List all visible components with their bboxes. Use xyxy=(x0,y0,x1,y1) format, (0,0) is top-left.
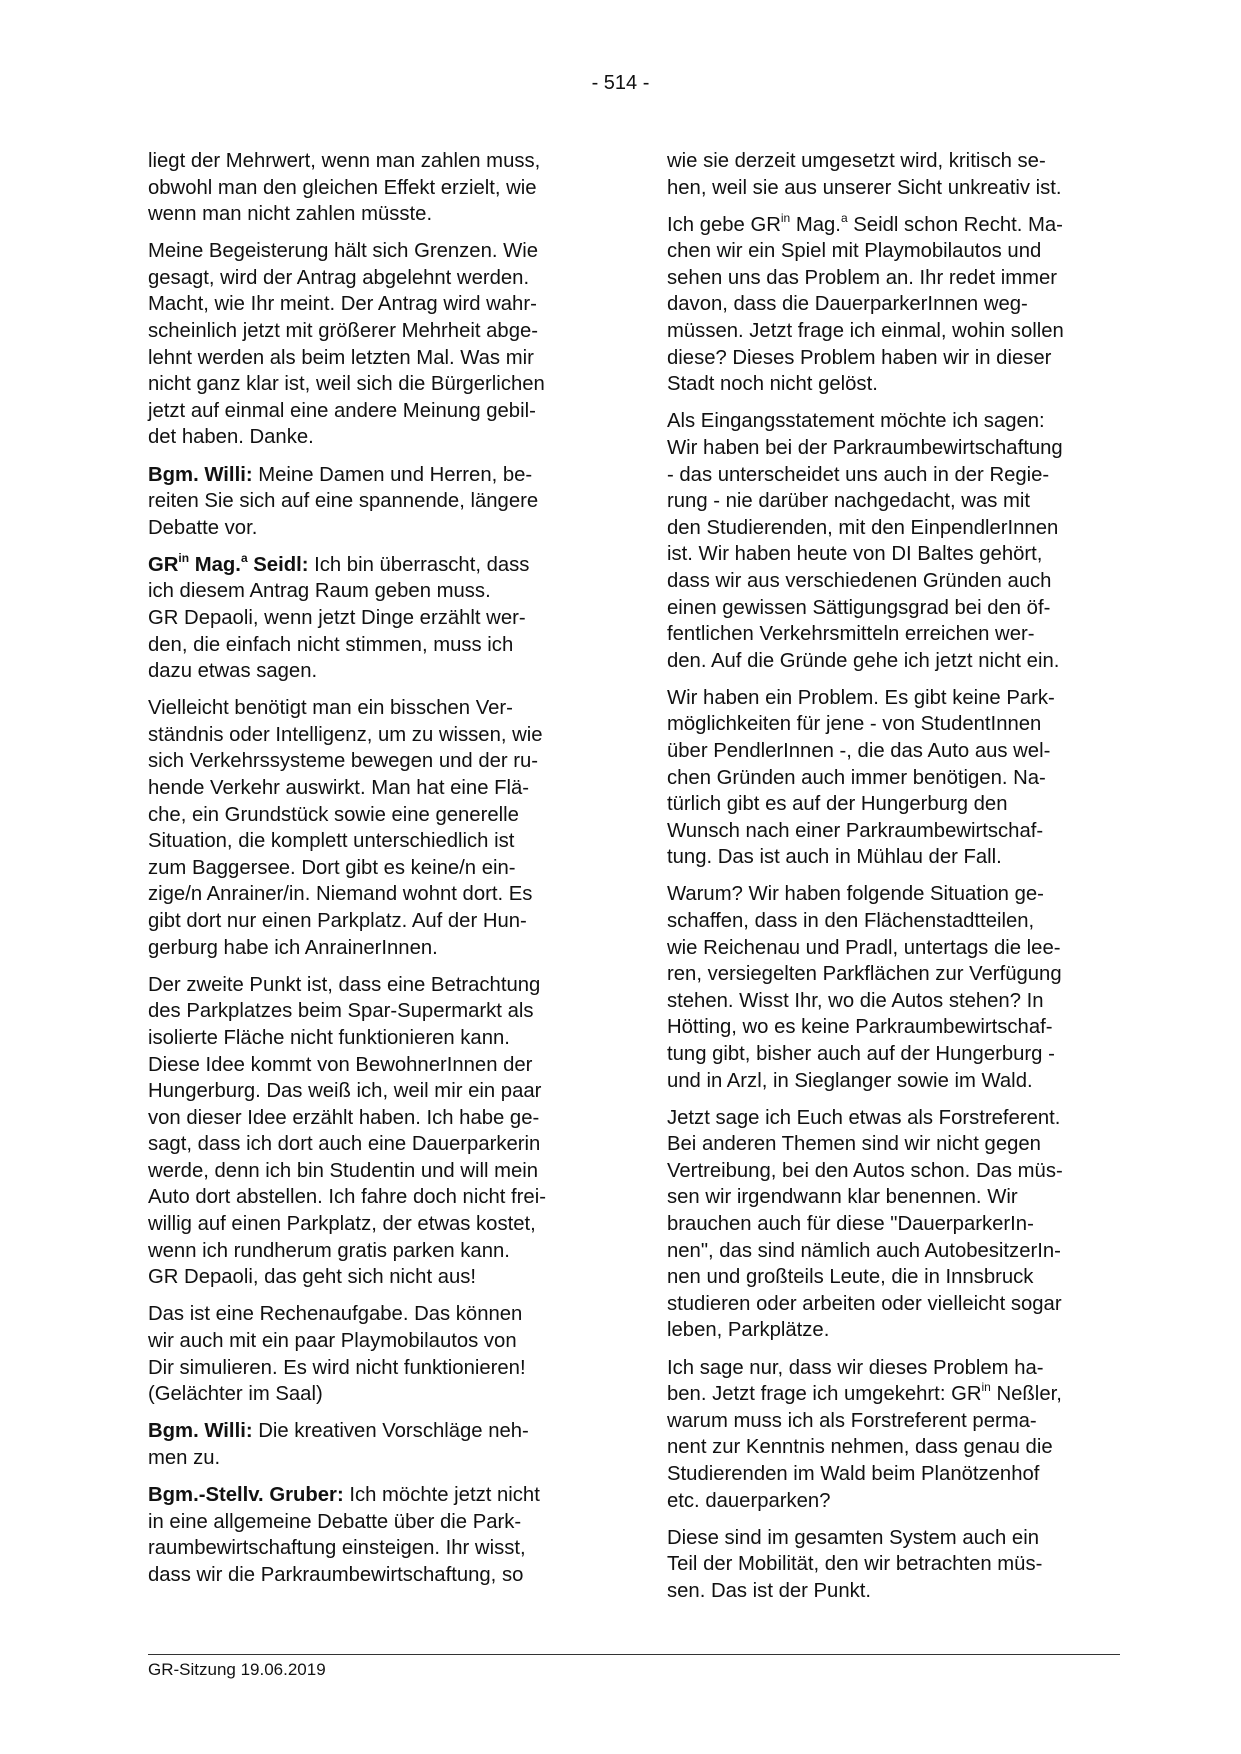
paragraph xyxy=(148,695,593,961)
speaker-name xyxy=(148,551,309,576)
text-run: Seidl schon Recht. Ma- xyxy=(847,213,1063,236)
text-line: sich Verkehrssysteme bewegen und der ru- xyxy=(148,750,539,773)
paragraph xyxy=(148,972,593,1291)
text-line: obwohl man den gleichen Effekt erzielt, wie xyxy=(148,176,537,199)
text-line: liegt der Mehrwert, wenn man zahlen muss, xyxy=(148,150,541,172)
superscript: in xyxy=(981,1380,991,1395)
text-line: det haben. Danke. xyxy=(148,426,314,449)
text-line: Studierenden im Wald beim Planötzenhof xyxy=(667,1462,1040,1485)
text-line: wie Reichenau und Pradl, untertags die lee- xyxy=(667,936,1061,959)
text-run: Meine Damen und Herren, be- xyxy=(252,463,533,486)
text-line: che, ein Grundstück sowie eine generelle xyxy=(148,803,519,826)
text-line: men zu. xyxy=(148,1446,221,1469)
text-line: dass wir aus verschiedenen Gründen auch xyxy=(667,569,1052,592)
speaker-name: Bgm. Willi: xyxy=(148,1420,253,1443)
text-line: möglichkeiten für jene - von StudentInnen xyxy=(667,713,1042,736)
text-line: scheinlich jetzt mit größerer Mehrheit abge- xyxy=(148,320,539,343)
text-line: und in Arzl, in Sieglanger sowie im Wald. xyxy=(667,1069,1033,1092)
paragraph xyxy=(667,1105,1112,1344)
speaker-title: GR xyxy=(148,553,179,576)
text-run: Die kreativen Vorschläge neh- xyxy=(252,1420,529,1443)
text-line: Ich sage nur, dass wir dieses Problem ha- xyxy=(667,1356,1044,1379)
text-line: Vielleicht benötigt man ein bisschen Ver- xyxy=(148,697,513,720)
text-line: dazu etwas sagen. xyxy=(148,660,318,683)
text-line: Als Eingangsstatement möchte ich sagen: xyxy=(667,410,1045,433)
text-line: fentlichen Verkehrsmitteln erreichen wer- xyxy=(667,623,1035,646)
text-line: Hötting, wo es keine Parkraumbewirtschaf- xyxy=(667,1016,1053,1039)
text-run: Ich bin überrascht, dass xyxy=(308,553,530,576)
text-line: studieren oder arbeiten oder vielleicht sogar xyxy=(667,1292,1062,1315)
text-line: müssen. Jetzt frage ich einmal, wohin sollen xyxy=(667,320,1064,343)
text-line: gesagt, wird der Antrag abgelehnt werden. xyxy=(148,266,530,289)
text-line: wie sie derzeit umgesetzt wird, kritisch se- xyxy=(667,150,1046,172)
text-line: nent zur Kenntnis nehmen, dass genau die xyxy=(667,1436,1053,1459)
text-line: Dir simulieren. Es wird nicht funktionieren! xyxy=(148,1356,526,1379)
text-line: hende Verkehr auswirkt. Man hat eine Flä- xyxy=(148,777,530,800)
text-line: Macht, wie Ihr meint. Der Antrag wird wahr- xyxy=(148,293,537,316)
text-line: schaffen, dass in den Flächenstadtteilen, xyxy=(667,910,1035,933)
text-line: tung gibt, bisher auch auf der Hungerburg - xyxy=(667,1043,1055,1065)
text-line: den Studierenden, mit den EinpendlerInnen xyxy=(667,516,1059,539)
text-line: etc. dauerparken? xyxy=(667,1489,831,1512)
text-line: ren, versiegelten Parkflächen zur Verfügung xyxy=(667,963,1062,986)
speaker-surname: Seidl: xyxy=(247,553,309,576)
text-line: Teil der Mobilität, den wir betrachten müs- xyxy=(667,1553,1043,1576)
superscript: in xyxy=(780,210,791,225)
text-line: sen wir irgendwann klar benennen. Wir xyxy=(667,1186,1018,1209)
text-line: ist. Wir haben heute von DI Baltes gehört, xyxy=(667,543,1043,566)
speaker-paragraph xyxy=(148,552,593,685)
text-line: über PendlerInnen -, die das Auto aus wel- xyxy=(667,739,1051,762)
text-line: - das unterscheidet uns auch in der Regie- xyxy=(667,463,1050,486)
text-line: Debatte vor. xyxy=(148,516,258,539)
text-line: chen wir ein Spiel mit Playmobilautos und xyxy=(667,240,1042,263)
paragraph xyxy=(148,1301,593,1407)
superscript: a xyxy=(240,551,248,566)
text-line xyxy=(148,462,593,489)
text-line: Stadt noch nicht gelöst. xyxy=(667,373,878,396)
text-line: gibt dort nur einen Parkplatz. Auf der Hun- xyxy=(148,910,527,933)
speaker-degree: Mag. xyxy=(189,553,241,576)
text-line: ständnis oder Intelligenz, um zu wissen, wie xyxy=(148,723,543,746)
paragraph xyxy=(148,148,593,228)
text-line: türlich gibt es auf der Hungerburg den xyxy=(667,793,1008,816)
paragraph xyxy=(667,1525,1112,1605)
text-line: rung - nie darüber nachgedacht, was mit xyxy=(667,490,1031,513)
text-line: GR Depaoli, wenn jetzt Dinge erzählt wer- xyxy=(148,607,526,629)
superscript: a xyxy=(840,210,848,225)
text-line: von dieser Idee erzählt haben. Ich habe ge- xyxy=(148,1106,540,1129)
text-run: ben. Jetzt frage ich umgekehrt: GR xyxy=(667,1383,982,1406)
text-line: sagt, dass ich dort auch eine Dauerparkerin xyxy=(148,1133,541,1156)
text-line: nen und großteils Leute, die in Innsbruck xyxy=(667,1266,1034,1289)
text-run: Ich gebe GR xyxy=(667,213,781,236)
text-line xyxy=(667,1381,1112,1408)
text-line: nicht ganz klar ist, weil sich die Bürgerlichen xyxy=(148,373,545,396)
text-line: Wunsch nach einer Parkraumbewirtschaf- xyxy=(667,819,1044,842)
text-line: Jetzt sage ich Euch etwas als Forstreferent. xyxy=(667,1106,1061,1129)
text-line: nen", das sind nämlich auch AutobesitzerIn- xyxy=(667,1239,1061,1262)
text-line xyxy=(667,212,1112,239)
text-run: Ich möchte jetzt nicht xyxy=(343,1483,540,1506)
text-line: Bei anderen Themen sind wir nicht gegen xyxy=(667,1133,1041,1156)
text-run: Mag. xyxy=(790,213,841,236)
text-line: isolierte Fläche nicht funktionieren kann. xyxy=(148,1026,510,1049)
text-line: Warum? Wir haben folgende Situation ge- xyxy=(667,883,1044,906)
text-line: davon, dass die DauerparkerInnen weg- xyxy=(667,293,1028,316)
text-line: des Parkplatzes beim Spar-Supermarkt als xyxy=(148,1000,534,1023)
superscript: in xyxy=(178,551,190,566)
text-line: Das ist eine Rechenaufgabe. Das können xyxy=(148,1303,523,1326)
text-line: Vertreibung, bei den Autos schon. Das müs- xyxy=(667,1159,1063,1182)
footer-divider xyxy=(148,1654,1120,1655)
paragraph xyxy=(667,148,1112,201)
speaker-paragraph xyxy=(148,1418,593,1471)
text-line: reiten Sie sich auf eine spannende, längere xyxy=(148,490,539,513)
text-line: hen, weil sie aus unserer Sicht unkreativ ist. xyxy=(667,176,1062,199)
text-line: tung. Das ist auch in Mühlau der Fall. xyxy=(667,846,1002,869)
text-line: Hungerburg. Das weiß ich, weil mir ein paar xyxy=(148,1080,542,1103)
text-line: ich diesem Antrag Raum geben muss. xyxy=(148,580,491,603)
text-line: Diese Idee kommt von BewohnerInnen der xyxy=(148,1053,533,1076)
speaker-paragraph xyxy=(148,462,593,542)
text-line: wenn ich rundherum gratis parken kann. xyxy=(148,1239,510,1262)
paragraph xyxy=(148,238,593,451)
paragraph xyxy=(667,212,1112,398)
text-line: Wir haben bei der Parkraumbewirtschaftung xyxy=(667,436,1063,459)
paragraph xyxy=(667,685,1112,871)
text-line: diese? Dieses Problem haben wir in dieser xyxy=(667,346,1052,369)
text-line: leben, Parkplätze. xyxy=(667,1319,830,1342)
paragraph xyxy=(667,408,1112,674)
text-line: sen. Das ist der Punkt. xyxy=(667,1579,872,1602)
text-line: GR Depaoli, das geht sich nicht aus! xyxy=(148,1266,477,1289)
text-line: chen Gründen auch immer benötigen. Na- xyxy=(667,766,1046,789)
text-line: dass wir die Parkraumbewirtschaftung, so xyxy=(148,1563,524,1586)
text-line: Der zweite Punkt ist, dass eine Betrachtung xyxy=(148,973,541,996)
text-line: (Gelächter im Saal) xyxy=(148,1383,323,1406)
speaker-name: Bgm. Willi: xyxy=(148,463,253,486)
text-line: Situation, die komplett unterschiedlich ist xyxy=(148,830,515,853)
text-line: Wir haben ein Problem. Es gibt keine Park- xyxy=(667,686,1055,709)
page-number: - 514 - xyxy=(591,72,650,94)
text-line: wenn man nicht zahlen müsste. xyxy=(148,203,433,226)
speaker-name: Bgm.-Stellv. Gruber: xyxy=(148,1483,344,1506)
text-line: zige/n Anrainer/in. Niemand wohnt dort. Es xyxy=(148,883,533,906)
text-line: Auto dort abstellen. Ich fahre doch nicht frei- xyxy=(148,1186,546,1209)
footer-session-date: GR-Sitzung 19.06.2019 xyxy=(148,1660,326,1679)
text-line: jetzt auf einmal eine andere Meinung gebil- xyxy=(148,399,536,422)
text-line: Meine Begeisterung hält sich Grenzen. Wie xyxy=(148,240,539,263)
text-line: willig auf einen Parkplatz, der etwas kostet, xyxy=(148,1213,536,1236)
right-column xyxy=(667,148,1112,1604)
text-line: zum Baggersee. Dort gibt es keine/n ein- xyxy=(148,856,516,879)
text-line: lehnt werden als beim letzten Mal. Was mir xyxy=(148,346,534,369)
text-line: den, die einfach nicht stimmen, muss ich xyxy=(148,633,514,656)
text-line: brauchen auch für diese "DauerparkerIn- xyxy=(667,1213,1034,1236)
paragraph xyxy=(667,881,1112,1094)
text-line: stehen. Wisst Ihr, wo die Autos stehen? In xyxy=(667,989,1044,1012)
text-line: sehen uns das Problem an. Ihr redet immer xyxy=(667,266,1058,289)
text-line: einen gewissen Sättigungsgrad bei den öf- xyxy=(667,596,1051,619)
text-line xyxy=(148,1418,593,1445)
text-line xyxy=(148,1482,593,1509)
text-line: Diese sind im gesamten System auch ein xyxy=(667,1526,1039,1549)
speaker-paragraph xyxy=(148,1482,593,1588)
text-line: in eine allgemeine Debatte über die Park- xyxy=(148,1510,522,1533)
text-line: warum muss ich als Forstreferent perma- xyxy=(667,1409,1037,1432)
text-line: raumbewirtschaftung einsteigen. Ihr wisst, xyxy=(148,1537,526,1560)
text-line: werde, denn ich bin Studentin und will mein xyxy=(148,1159,539,1182)
text-line: den. Auf die Gründe gehe ich jetzt nicht ein. xyxy=(667,649,1060,672)
text-run: Neßler, xyxy=(990,1383,1062,1406)
paragraph xyxy=(667,1355,1112,1515)
text-line: wir auch mit ein paar Playmobilautos von xyxy=(148,1329,517,1352)
text-line: gerburg habe ich AnrainerInnen. xyxy=(148,936,438,959)
text-line xyxy=(148,552,593,579)
left-column xyxy=(148,148,593,1588)
